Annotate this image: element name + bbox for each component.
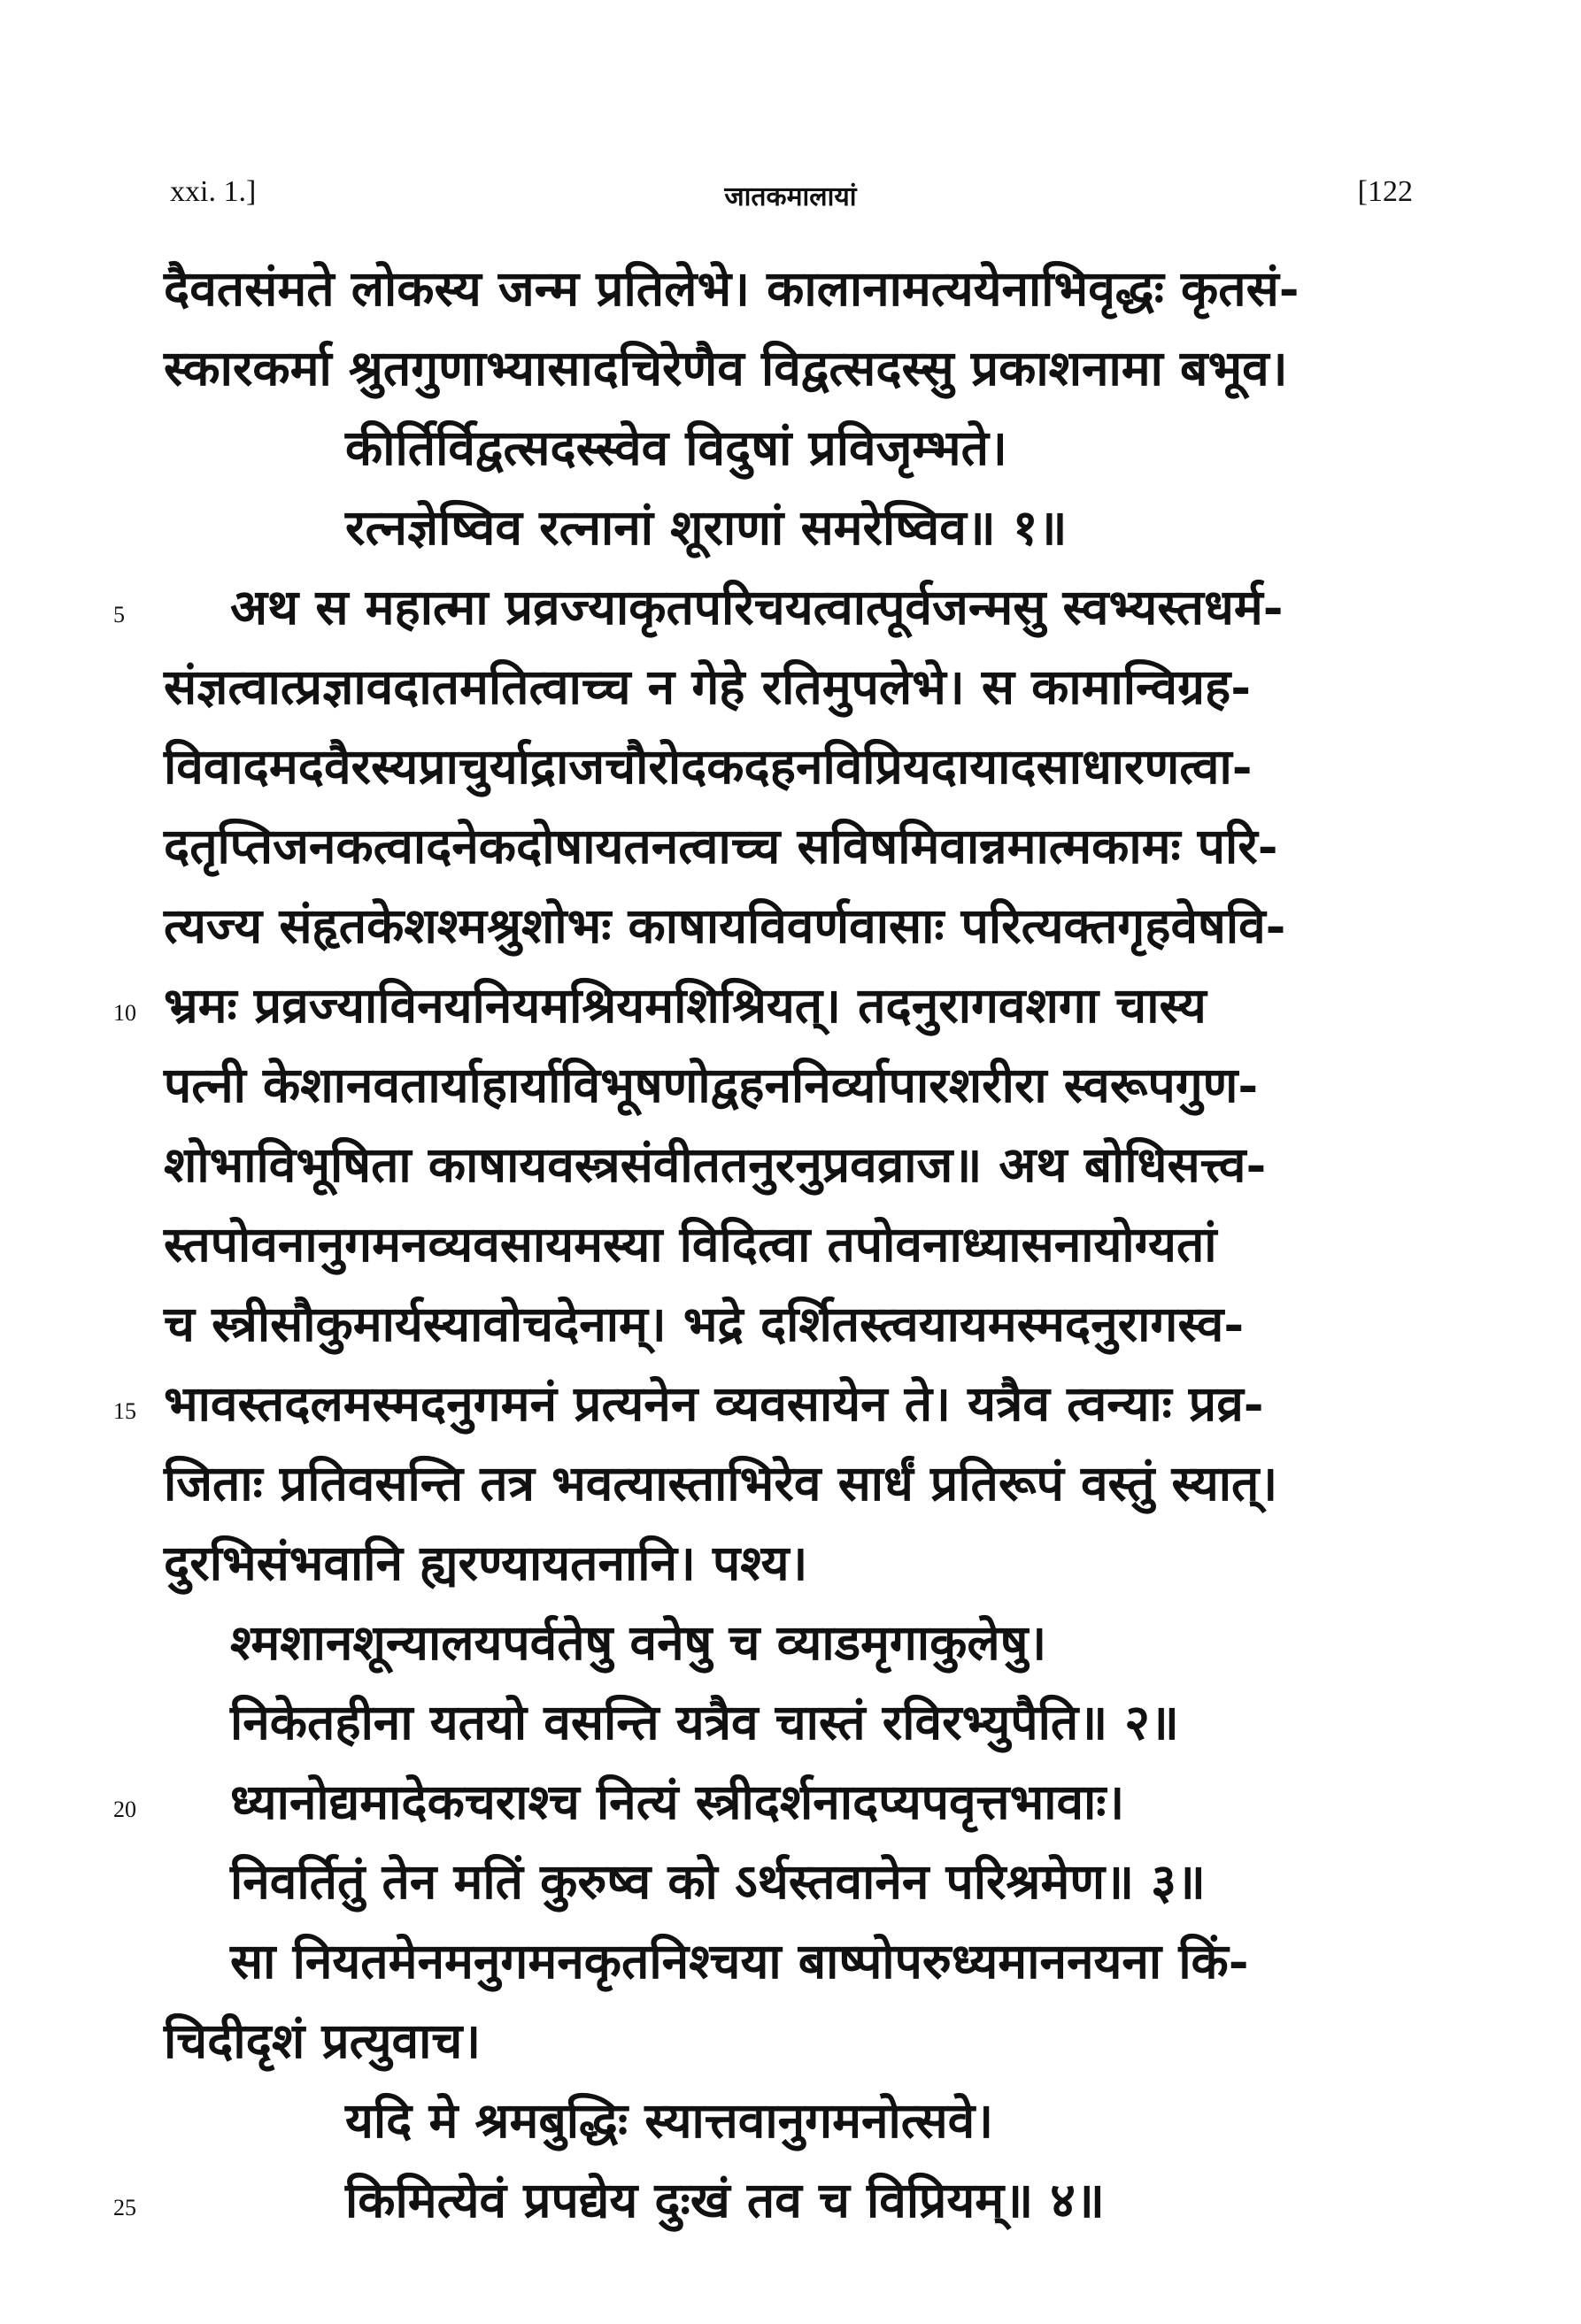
line-number: 25 [113, 2195, 136, 2220]
header-title: जातकमालायां [724, 181, 857, 212]
text-line: स्कारकर्मा श्रुतगुणाभ्यासादचिरेणैव विद्वत्सदस्सु प्रकाशनामा बभूव। [164, 339, 1288, 396]
text-line: भ्रमः प्रव्रज्याविनयनियमश्रियमशिश्रियत्। तदनुरागवशगा चास्य [164, 976, 1207, 1034]
line-number: 15 [113, 1398, 136, 1424]
verse-line: श्मशानशून्यालयपर्वतेषु वनेषु च व्याडमृगाकुलेषु। [230, 1613, 1047, 1671]
verse-line: यदि मे श्रमबुद्धिः स्यात्तवानुगमनोत्सवे। [345, 2091, 994, 2149]
text-line: दैवतसंमते लोकस्य जन्म प्रतिलेभे। कालानामत्ययेनाभिवृद्धः कृतसं- [164, 259, 1300, 317]
text-line: अथ स महात्मा प्रव्रज्याकृतपरिचयत्वात्पूर्वजन्मसु स्वभ्यस्तधर्म- [230, 578, 1284, 635]
text-line: भावस्तदलमस्मदनुगमनं प्रत्यनेन व्यवसायेन ते। यत्रैव त्वन्याः प्रव्र- [164, 1374, 1264, 1432]
text-line: दुरभिसंभवानि ह्यरण्यायतनानि। पश्य। [164, 1534, 808, 1591]
verse-line: निवर्तितुं तेन मतिं कुरुष्व को ऽर्थस्तवानेन परिश्रमेण॥ ३॥ [230, 1852, 1206, 1910]
text-line: त्यज्य संहृतकेशश्मश्रुशोभः काषायविवर्णवासाः परित्यक्तगृहवेषवि- [164, 897, 1286, 954]
text-line: सा नियतमेनमनुगमनकृतनिश्चया बाष्पोपरुध्यमाननयना किं- [230, 1932, 1249, 1989]
text-line: विवादमदवैरस्यप्राचुर्याद्राजचौरोदकदहनविप्रियदायादसाधारणत्वा- [164, 737, 1253, 795]
verse-line: किमित्येवं प्रपद्येय दुःखं तव च विप्रियम्॥ ४॥ [345, 2171, 1105, 2228]
verse-line: कीर्तिर्विद्वत्सदस्स्वेव विदुषां प्रविजृम्भते। [345, 419, 1007, 476]
verse-line: ध्यानोद्यमादेकचराश्च नित्यं स्त्रीदर्शनादप्यपवृत्तभावाः। [230, 1773, 1125, 1830]
text-line: दतृप्तिजनकत्वादनेकदोषायतनत्वाच्च सविषमिवान्नमात्मकामः परि- [164, 817, 1278, 874]
text-line: संज्ञत्वात्प्रज्ञावदातमतित्वाच्च न गेहे रतिमुपलेभे। स कामान्विग्रह- [164, 658, 1252, 715]
header-page-number: [122 [1357, 175, 1413, 208]
text-line: जिताः प्रतिवसन्ति तत्र भवत्यास्ताभिरेव सार्धं प्रतिरूपं वस्तुं स्यात्। [164, 1454, 1278, 1512]
line-number: 20 [113, 1797, 136, 1822]
text-line: चिदीदृशं प्रत्युवाच। [164, 2012, 482, 2069]
text-line: शोभाविभूषिता काषायवस्त्रसंवीततनुरनुप्रवव्राज॥ अथ बोधिसत्त्व- [164, 1135, 1267, 1193]
text-line: च स्त्रीसौकुमार्यस्यावोचदेनाम्। भद्रे दर्शितस्त्वयायमस्मदनुरागस्व- [164, 1295, 1245, 1352]
header-section-ref: xxi. 1.] [170, 175, 257, 208]
verse-line: निकेतहीना यतयो वसन्ति यत्रैव चास्तं रविरभ्युपैति॥ २॥ [230, 1693, 1179, 1751]
text-line: पत्नी केशानवतार्याहार्याविभूषणोद्वहननिर्व्यापारशरीरा स्वरूपगुण- [164, 1056, 1259, 1113]
line-number: 5 [113, 602, 125, 627]
text-line: स्तपोवनानुगमनव्यवसायमस्या विदित्वा तपोवनाध्यासनायोग्यतां [164, 1215, 1217, 1273]
line-number: 10 [113, 1000, 136, 1026]
verse-line: रत्नज्ञेष्विव रत्नानां शूराणां समरेष्विव॥ १॥ [345, 498, 1068, 556]
